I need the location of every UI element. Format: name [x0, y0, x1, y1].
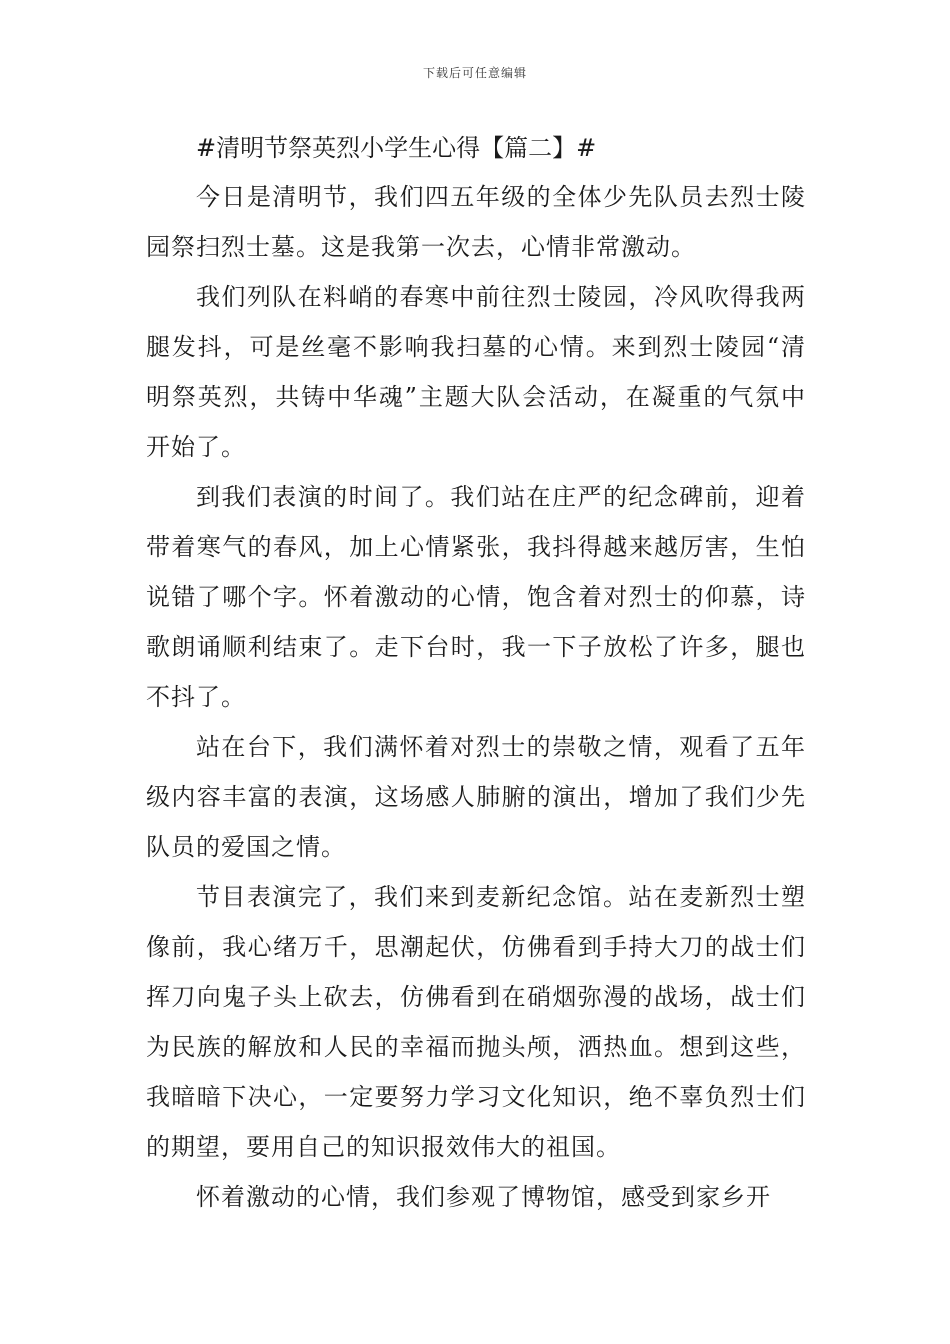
- header-note: 下载后可任意编辑: [422, 66, 527, 80]
- document-title: #清明节祭英烈小学生心得【篇二】#: [196, 134, 597, 162]
- paragraph-4: 站在台下，我们满怀着对烈士的崇敬之情，观看了五年级内容丰富的表演，这场感人肺腑的演出，增加了我们少先队员的爱国之情。: [146, 733, 806, 861]
- paragraph-5: 节目表演完了，我们来到麦新纪念馆。站在麦新烈士塑像前，我心绪万千，思潮起伏，仿佛看到手持大刀的战士们挥刀向鬼子头上砍去，仿佛看到在硝烟弥漫的战场，战士们为民族的解放和人民的幸福而抛头颅，洒热血。想到这些，我暗暗下决心，一定要努力学习文化知识，绝不辜负烈士们的期望，要用自己的知识报效伟大的祖国。: [146, 883, 806, 1161]
- document-body: [146, 130, 806, 1222]
- paragraph-1: 今日是清明节，我们四五年级的全体少先队员去烈士陵园祭扫烈士墓。这是我第一次去，心情非常激动。: [146, 183, 806, 261]
- paragraph-2: 我们列队在料峭的春寒中前往烈士陵园，冷风吹得我两腿发抖，可是丝毫不影响我扫墓的心情。来到烈士陵园“清明祭英烈，共铸中华魂”主题大队会活动，在凝重的气氛中开始了。: [146, 283, 806, 461]
- paragraph-6: 怀着激动的心情，我们参观了博物馆，感受到家乡开: [196, 1183, 771, 1211]
- paragraph-3: 到我们表演的时间了。我们站在庄严的纪念碑前，迎着带着寒气的春风，加上心情紧张，我抖得越来越厉害，生怕说错了哪个字。怀着激动的心情，饱含着对烈士的仰慕，诗歌朗诵顺利结束了。走下台时，我一下子放松了许多，腿也不抖了。: [146, 483, 806, 711]
